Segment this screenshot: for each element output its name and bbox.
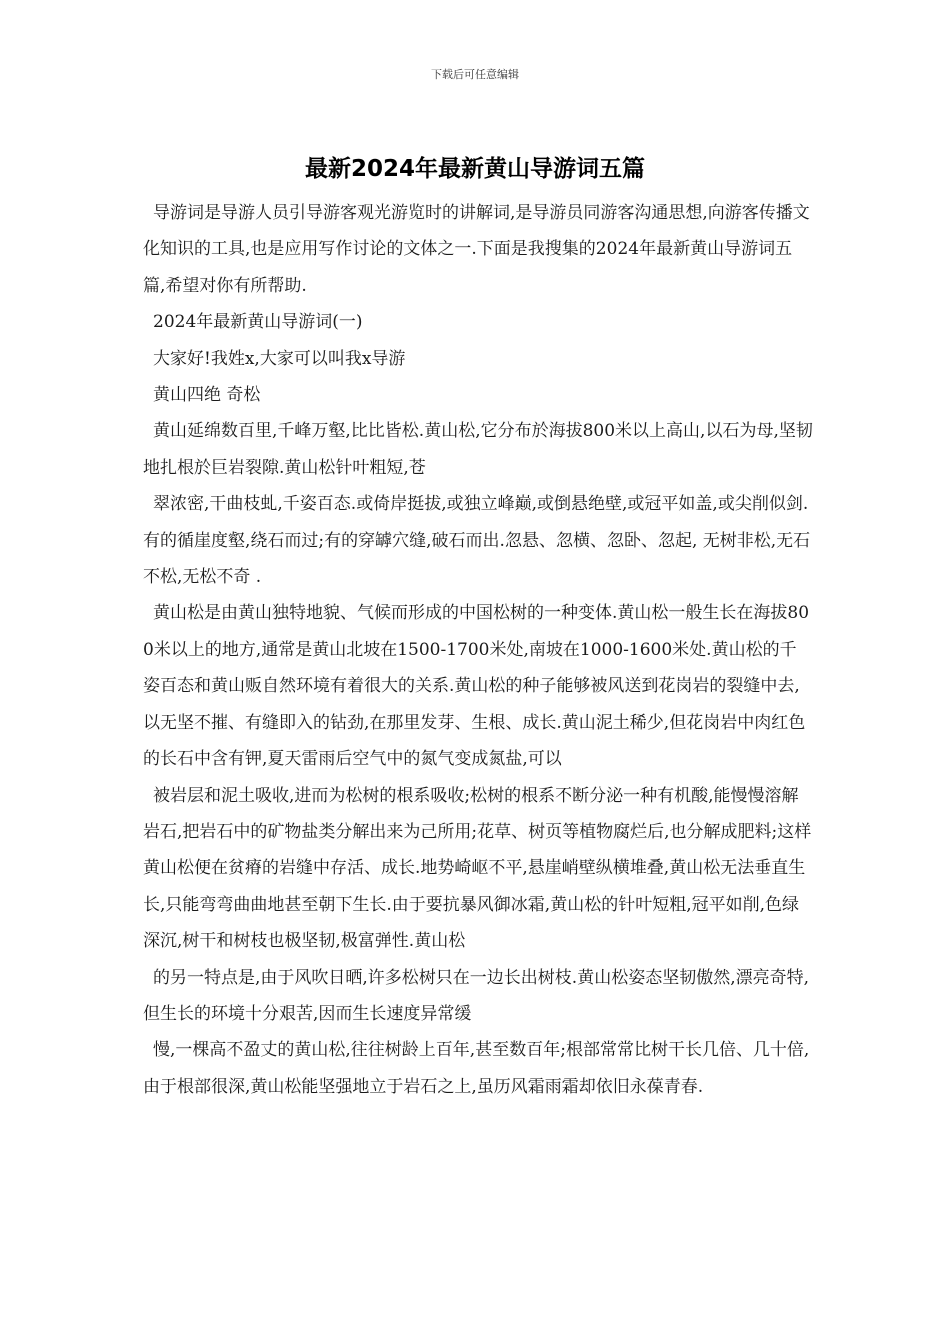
- paragraph-pine-origin: 黄山松是由黄山独特地貌、气候而形成的中国松树的一种变体.黄山松一般生长在海拔800米以上的地方,通常是黄山北坡在1500-1700米处,南坡在1000-1600米处.黄山松的千姿百态和黄山贩自然环境有着很大的关系.黄山松的种子能够被风送到花岗岩的裂缝中去,以无坚不摧、有缝即入的钻劲,在那里发芽、生根、成长.黄山泥土稀少,但花岗岩中肉红色的长石中含有钾,夏天雷雨后空气中的氮气变成氮盐,可以: [143, 603, 810, 770]
- document-title: 最新2024年最新黄山导游词五篇: [304, 156, 645, 182]
- paragraph-pine-growth: 被岩层和泥土吸收,进而为松树的根系吸收;松树的根系不断分泌一种有机酸,能慢慢溶解岩石,把岩石中的矿物盐类分解出来为己所用;花草、树页等植物腐烂后,也分解成肥料;这样黄山松便在贫瘠的岩缝中存活、成长.地势崎岖不平,悬崖峭壁纵横堆叠,黄山松无法垂直生长,只能弯弯曲曲地甚至朝下生长.由于要抗暴风御冰霜,黄山松的针叶短粗,冠平如削,色绿深沉,树干和树枝也极坚韧,极富弹性.黄山松: [143, 785, 812, 952]
- paragraph-subheading: 黄山四绝 奇松: [153, 385, 261, 406]
- paragraph-greeting: 大家好!我姓x,大家可以叫我x导游: [153, 348, 406, 369]
- paragraph-pine-distribution: 黄山延绵数百里,千峰万壑,比比皆松.黄山松,它分布於海拔800米以上高山,以石为母,坚韧地扎根於巨岩裂隙.黄山松针叶粗短,苍: [143, 421, 813, 478]
- header-note: 下载后可任意编辑: [431, 68, 519, 81]
- paragraph-intro: 导游词是导游人员引导游客观光游览时的讲解词,是导游员同游客沟通思想,向游客传播文化知识的工具,也是应用写作讨论的文体之一.下面是我搜集的2024年最新黄山导游词五篇,希望对你有所帮助.: [143, 203, 810, 296]
- document-body: [143, 195, 813, 1105]
- paragraph-pine-shapes: 翠浓密,干曲枝虬,千姿百态.或倚岸挺拔,或独立峰巅,或倒悬绝壁,或冠平如盖,或尖削似剑.有的循崖度壑,绕石而过;有的穿罅穴缝,破石而出.忽悬、忽横、忽卧、忽起, 无树非松,无石不松,无松不奇 .: [143, 494, 811, 588]
- paragraph-pine-branches: 的另一特点是,由于风吹日晒,许多松树只在一边长出树枝.黄山松姿态坚韧傲然,漂亮奇特,但生长的环境十分艰苦,因而生长速度异常缓: [143, 967, 810, 1024]
- paragraph-section-heading: 2024年最新黄山导游词(一): [153, 312, 363, 333]
- paragraph-pine-age: 慢,一棵高不盈丈的黄山松,往往树龄上百年,甚至数百年;根部常常比树干长几倍、几十倍,由于根部很深,黄山松能坚强地立于岩石之上,虽历风霜雨霜却依旧永葆青春.: [143, 1040, 810, 1097]
